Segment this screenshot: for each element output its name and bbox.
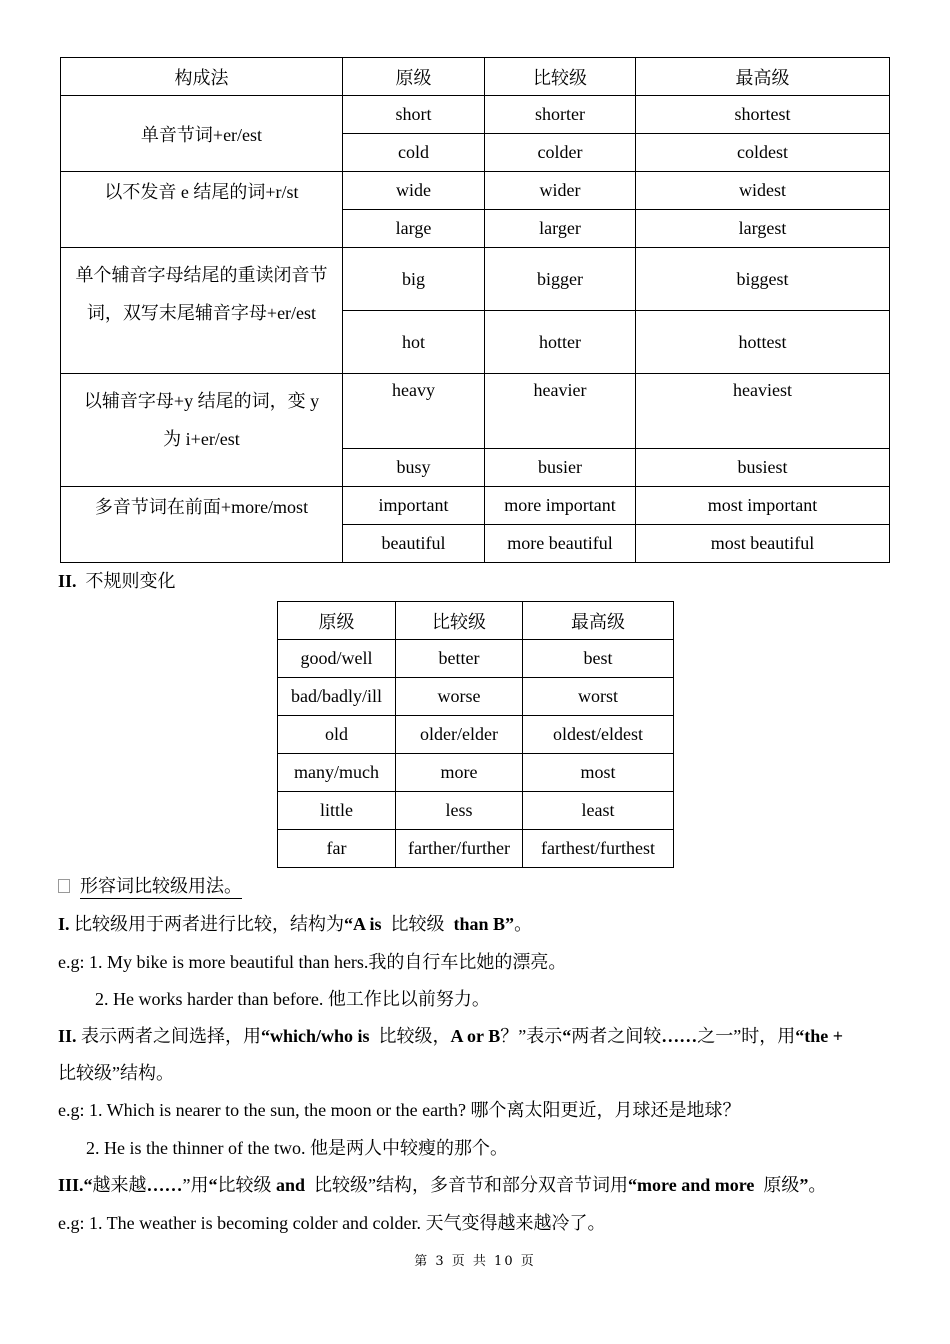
paragraph-2-continued: 比较级”结构。 bbox=[58, 1063, 174, 1083]
cell: short bbox=[343, 96, 485, 134]
cell: hottest bbox=[636, 311, 890, 374]
cell: busier bbox=[485, 449, 636, 487]
rule-cell: 单个辅音字母结尾的重读闭音节词，双写末尾辅音字母+er/est bbox=[61, 248, 343, 374]
cell: bigger bbox=[485, 248, 636, 311]
paragraph-1 bbox=[58, 912, 532, 936]
cell: better bbox=[396, 640, 523, 678]
cell: largest bbox=[636, 210, 890, 248]
page-footer: 第 3 页 共 10 页 bbox=[414, 1254, 536, 1269]
text: 比较级”结构，多音节和部分双音节词用 bbox=[314, 1175, 629, 1195]
text: 比较级 bbox=[217, 1175, 272, 1195]
paragraph-2 bbox=[58, 1024, 843, 1048]
text: 比较级 bbox=[390, 914, 445, 934]
cell: many/much bbox=[278, 754, 396, 792]
text: 之一”时，用 bbox=[697, 1026, 796, 1046]
example-line: 2. He works harder than before. 他工作比以前努力。 bbox=[95, 989, 490, 1009]
text: 比较级用于两者进行比较，结构为 bbox=[74, 914, 345, 934]
cell: little bbox=[278, 792, 396, 830]
section-number: II. bbox=[58, 571, 77, 591]
cell: farthest/furthest bbox=[523, 830, 674, 868]
cell: worst bbox=[523, 678, 674, 716]
cell: wider bbox=[485, 172, 636, 210]
cell: less bbox=[396, 792, 523, 830]
cell: good/well bbox=[278, 640, 396, 678]
example-line: e.g: 1. My bike is more beautiful than hers.我的自行车比她的漂亮。 bbox=[58, 952, 567, 972]
square-bullet-icon bbox=[58, 879, 70, 893]
cell: heavier bbox=[485, 374, 636, 449]
header-comparative: 比较级 bbox=[485, 58, 636, 96]
text: 两者之间较 bbox=[571, 1026, 662, 1046]
cell: more bbox=[396, 754, 523, 792]
text: 。 bbox=[808, 1175, 827, 1195]
cell: coldest bbox=[636, 134, 890, 172]
cell: busiest bbox=[636, 449, 890, 487]
text: ”用 bbox=[182, 1175, 209, 1195]
example-line: e.g: 1. Which is nearer to the sun, the moon or the earth? 哪个离太阳更近，月球还是地球？ bbox=[58, 1100, 741, 1120]
bold-text: A or B bbox=[450, 1026, 501, 1046]
cell: important bbox=[343, 487, 485, 525]
cell: beautiful bbox=[343, 525, 485, 563]
usage-heading-text: 形容词比较级用法。 bbox=[80, 876, 242, 899]
bold-text: “ bbox=[83, 1175, 93, 1195]
bold-text: and bbox=[276, 1175, 306, 1195]
cell: more important bbox=[485, 487, 636, 525]
cell: least bbox=[523, 792, 674, 830]
header-superlative: 最高级 bbox=[636, 58, 890, 96]
bold-text: “ bbox=[562, 1026, 572, 1046]
header-positive: 原级 bbox=[278, 602, 396, 640]
bold-text: …… bbox=[146, 1175, 183, 1195]
example-line: e.g: 1. The weather is becoming colder and colder. 天气变得越来越冷了。 bbox=[58, 1213, 606, 1233]
paragraph-number: II. bbox=[58, 1026, 77, 1046]
cell: busy bbox=[343, 449, 485, 487]
cell: worse bbox=[396, 678, 523, 716]
cell: farther/further bbox=[396, 830, 523, 868]
comparative-rules-table bbox=[60, 57, 890, 563]
cell: colder bbox=[485, 134, 636, 172]
text: 越来越 bbox=[92, 1175, 147, 1195]
cell: shorter bbox=[485, 96, 636, 134]
cell: large bbox=[343, 210, 485, 248]
cell: older/elder bbox=[396, 716, 523, 754]
section-title: 不规则变化 bbox=[85, 571, 176, 591]
cell: larger bbox=[485, 210, 636, 248]
cell: widest bbox=[636, 172, 890, 210]
bold-text: than B” bbox=[453, 914, 515, 934]
header-comparative: 比较级 bbox=[396, 602, 523, 640]
cell: most important bbox=[636, 487, 890, 525]
cell: oldest/eldest bbox=[523, 716, 674, 754]
cell: old bbox=[278, 716, 396, 754]
cell: heavy bbox=[343, 374, 485, 449]
text: 比较级， bbox=[378, 1026, 451, 1046]
cell: most bbox=[523, 754, 674, 792]
paragraph-3 bbox=[58, 1173, 826, 1197]
text: ？”表示 bbox=[500, 1026, 563, 1046]
cell: hotter bbox=[485, 311, 636, 374]
cell: best bbox=[523, 640, 674, 678]
bold-text: “more and more bbox=[628, 1175, 755, 1195]
cell: heaviest bbox=[636, 374, 890, 449]
bold-text: “the + bbox=[795, 1026, 843, 1046]
cell: cold bbox=[343, 134, 485, 172]
rule-cell: 多音节词在前面+more/most bbox=[61, 487, 343, 563]
bold-text: “which/who is bbox=[261, 1026, 370, 1046]
header-positive: 原级 bbox=[343, 58, 485, 96]
bold-text: …… bbox=[661, 1026, 698, 1046]
rule-cell: 单音节词+er/est bbox=[61, 96, 343, 172]
paragraph-number: III. bbox=[58, 1175, 84, 1195]
cell: biggest bbox=[636, 248, 890, 311]
bold-text: “A is bbox=[344, 914, 382, 934]
cell: wide bbox=[343, 172, 485, 210]
cell: hot bbox=[343, 311, 485, 374]
cell: big bbox=[343, 248, 485, 311]
usage-heading bbox=[58, 874, 242, 898]
text: 。 bbox=[514, 914, 533, 934]
paragraph-number: I. bbox=[58, 914, 70, 934]
cell: more beautiful bbox=[485, 525, 636, 563]
cell: most beautiful bbox=[636, 525, 890, 563]
text: 表示两者之间选择，用 bbox=[81, 1026, 262, 1046]
rule-cell: 以不发音 e 结尾的词+r/st bbox=[61, 172, 343, 248]
cell: far bbox=[278, 830, 396, 868]
rule-cell: 以辅音字母+y 结尾的词，变 y 为 i+er/est bbox=[61, 374, 343, 487]
text: 原级 bbox=[763, 1175, 800, 1195]
irregular-table bbox=[277, 601, 674, 868]
header-formation: 构成法 bbox=[61, 58, 343, 96]
bold-text: ” bbox=[799, 1175, 809, 1195]
cell: shortest bbox=[636, 96, 890, 134]
cell: bad/badly/ill bbox=[278, 678, 396, 716]
bold-text: “ bbox=[208, 1175, 218, 1195]
example-line: 2. He is the thinner of the two. 他是两人中较瘦的那个。 bbox=[86, 1138, 508, 1158]
header-superlative: 最高级 bbox=[523, 602, 674, 640]
section-irregular-heading bbox=[58, 569, 176, 593]
